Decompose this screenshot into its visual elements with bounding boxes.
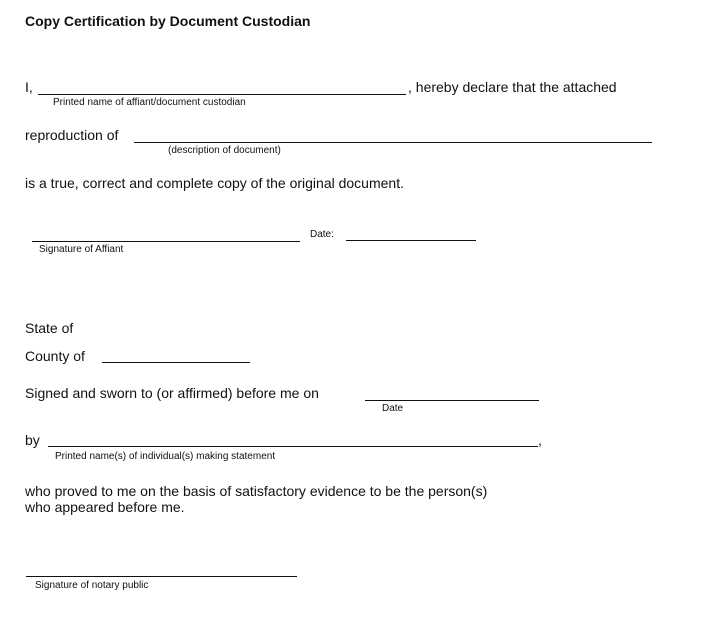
description-line[interactable]: [134, 142, 652, 143]
state-label: State of: [25, 320, 74, 336]
individuals-caption: Printed name(s) of individual(s) making statement: [55, 451, 276, 462]
by-label: by: [25, 432, 40, 448]
sworn-date-line[interactable]: [365, 400, 539, 401]
date-label: Date:: [310, 229, 334, 240]
county-label: County of: [25, 348, 85, 364]
individuals-name-line[interactable]: [48, 446, 538, 447]
printed-name-caption: Printed name of affiant/document custodian: [53, 97, 246, 108]
notary-signature-caption: Signature of notary public: [35, 580, 149, 591]
description-caption: (description of document): [168, 145, 281, 156]
i-prefix: I,: [25, 79, 33, 95]
proved-statement-line1: who proved to me on the basis of satisfactory evidence to be the person(s): [25, 483, 488, 499]
by-comma: ,: [538, 432, 542, 448]
sworn-date-caption: Date: [382, 403, 404, 414]
county-line[interactable]: [102, 362, 250, 363]
declare-text: , hereby declare that the attached: [408, 79, 617, 95]
true-copy-statement: is a true, correct and complete copy of the original document.: [25, 175, 404, 191]
reproduction-label: reproduction of: [25, 127, 119, 143]
affiant-signature-line[interactable]: [32, 241, 300, 242]
notary-signature-line[interactable]: [26, 576, 297, 577]
affiant-date-line[interactable]: [346, 240, 476, 241]
proved-statement-line2: who appeared before me.: [25, 499, 185, 515]
printed-name-line[interactable]: [38, 94, 406, 95]
sworn-statement: Signed and sworn to (or affirmed) before me on: [25, 385, 319, 401]
signature-affiant-caption: Signature of Affiant: [39, 244, 124, 255]
document-title: Copy Certification by Document Custodian: [25, 13, 311, 29]
